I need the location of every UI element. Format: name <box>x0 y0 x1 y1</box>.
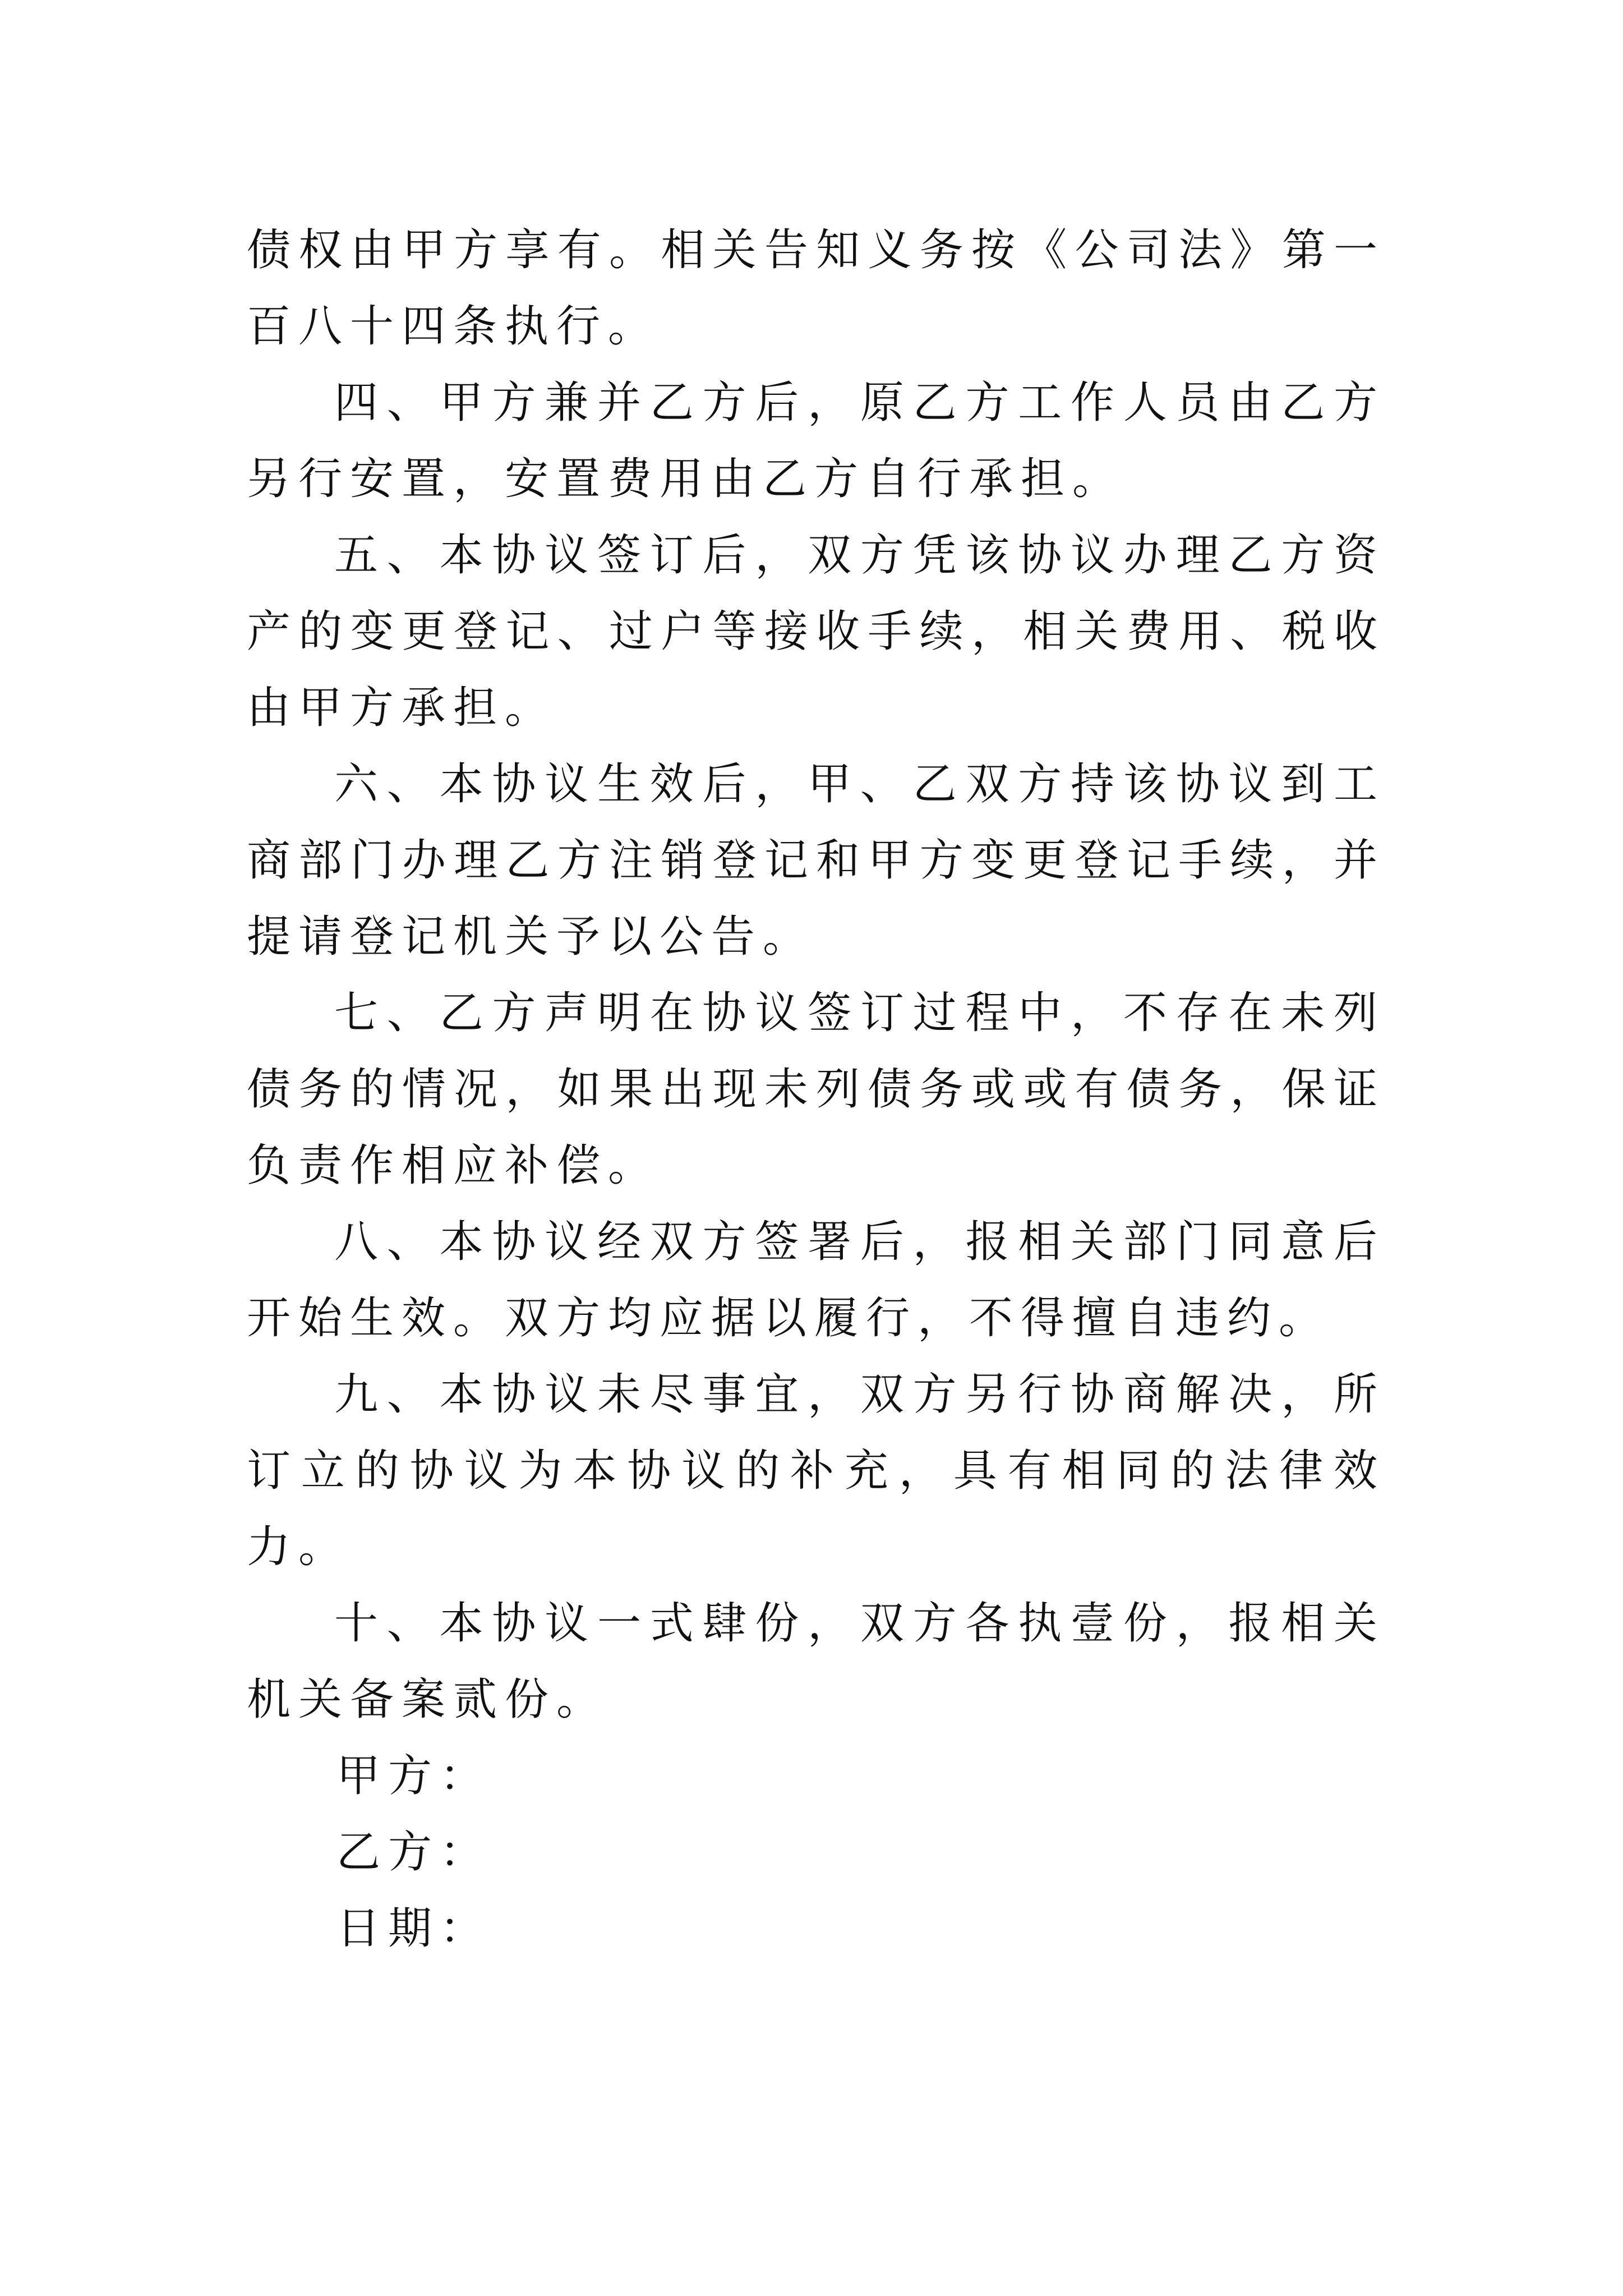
clause-5: 五、本协议签订后，双方凭该协议办理乙方资产的变更登记、过户等接收手续，相关费用、税收由甲方承担。 <box>247 530 1385 733</box>
paragraph-continuation: 债权由甲方享有。相关告知义务按《公司法》第一百八十四条执行。 <box>247 225 1385 352</box>
clause-9: 九、本协议未尽事宜，双方另行协商解决，所订立的协议为本协议的补充，具有相同的法律效力。 <box>247 1369 1385 1572</box>
clause-7: 七、乙方声明在协议签订过程中，不存在未列债务的情况，如果出现未列债务或或有债务，保证负责作相应补偿。 <box>247 988 1385 1191</box>
clause-4: 四、甲方兼并乙方后，原乙方工作人员由乙方另行安置，安置费用由乙方自行承担。 <box>247 378 1385 504</box>
party-b-signature-label: 乙方： <box>336 1827 492 1878</box>
date-label: 日期： <box>336 1903 492 1954</box>
agreement-body <box>247 212 1385 1967</box>
clause-8: 八、本协议经双方签署后，报相关部门同意后开始生效。双方均应据以履行，不得擅自违约。 <box>247 1217 1385 1343</box>
clause-6: 六、本协议生效后，甲、乙双方持该协议到工商部门办理乙方注销登记和甲方变更登记手续，并提请登记机关予以公告。 <box>247 759 1385 962</box>
clause-10: 十、本协议一式肆份，双方各执壹份，报相关机关备案贰份。 <box>247 1598 1385 1725</box>
party-a-signature-label: 甲方： <box>336 1751 492 1801</box>
